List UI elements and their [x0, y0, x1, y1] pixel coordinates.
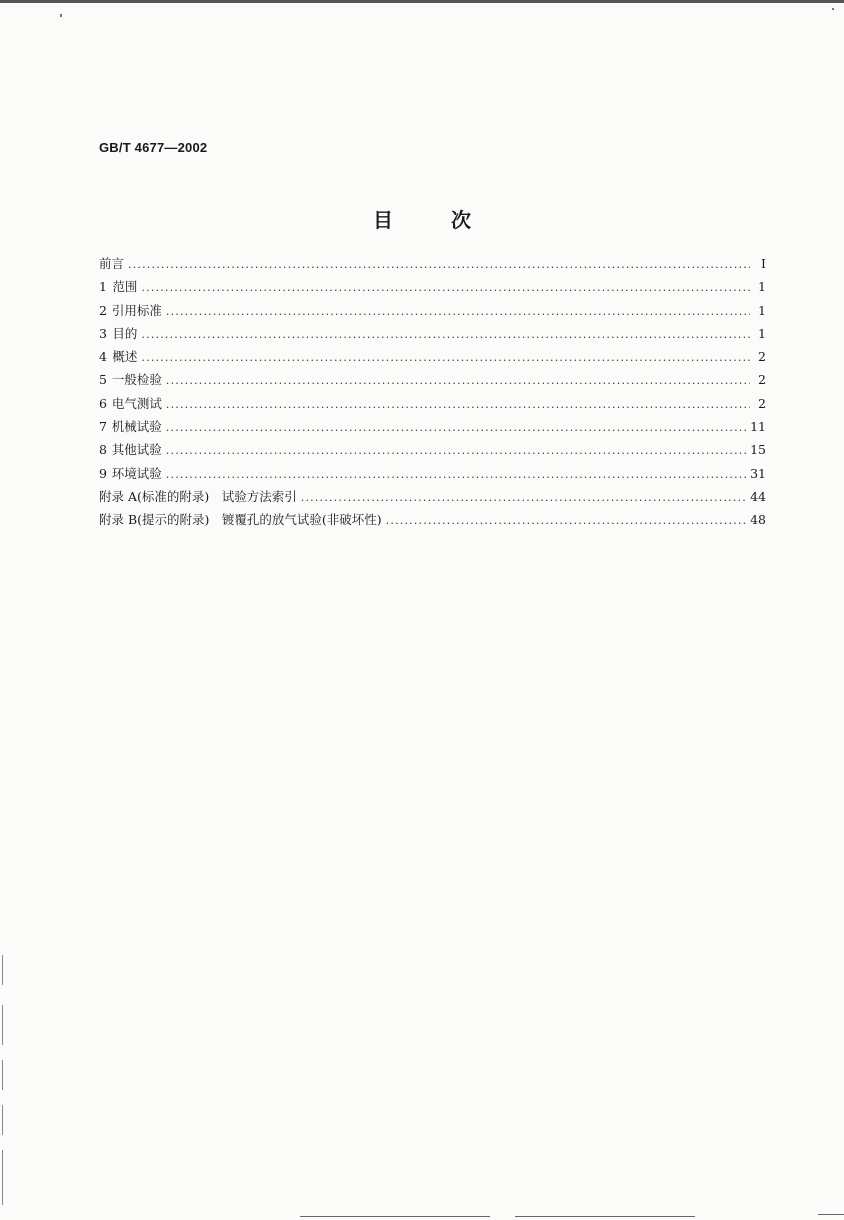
scan-top-border [0, 0, 844, 3]
toc-entry-appendix-b[interactable] [99, 510, 766, 533]
toc-entry-label: 附录 A(标准的附录) 试验方法索引 [99, 488, 297, 504]
toc-entry-page: 1 [758, 325, 766, 341]
toc-entry-label: 电气测试 [111, 395, 162, 411]
toc-entry-label: 环境试验 [111, 465, 162, 481]
scan-speck [60, 14, 62, 17]
toc-entry[interactable] [99, 417, 766, 440]
scan-bottom-mark [300, 1216, 490, 1217]
toc-entry-appendix-a[interactable] [99, 487, 766, 510]
toc-leader-dots [141, 328, 750, 341]
standard-code: GB/T 4677—2002 [99, 140, 208, 155]
toc-entry-page: 2 [758, 395, 766, 411]
toc-leader-dots [128, 258, 750, 271]
toc-entry[interactable] [99, 394, 766, 417]
toc-entry-label: 其他试验 [111, 442, 162, 458]
toc-entry-page: 44 [750, 488, 766, 504]
toc-entry-page: I [761, 256, 766, 271]
toc-entry-page: 31 [750, 465, 766, 481]
toc-leader-dots [141, 281, 750, 294]
toc-entry[interactable] [99, 440, 766, 463]
scan-edge-mark [2, 1005, 3, 1045]
scan-edge-mark [2, 1060, 3, 1090]
toc-entry-label: 范围 [112, 279, 138, 295]
toc-entry[interactable] [99, 254, 766, 277]
toc-entry-label: 概述 [112, 349, 138, 365]
toc-entry-label: 一般检验 [111, 372, 162, 388]
toc-leader-dots [141, 351, 750, 364]
toc-entry-page: 1 [758, 279, 766, 295]
scan-speck [832, 8, 834, 10]
toc-entry-number: 3 [99, 325, 107, 341]
toc-entry[interactable] [99, 347, 766, 370]
toc-leader-dots [166, 421, 746, 434]
toc-leader-dots [166, 305, 750, 318]
toc-entry-number: 1 [99, 279, 107, 295]
scan-edge-mark [2, 1150, 3, 1205]
scan-edge-mark [2, 955, 3, 985]
toc-entry-page: 15 [750, 442, 766, 458]
toc-entry-number: 8 [99, 442, 107, 458]
toc-entry[interactable] [99, 464, 766, 487]
toc-entry-number: 6 [99, 395, 107, 411]
toc-entry-label: 附录 B(提示的附录) 镀覆孔的放气试验(非破坏性) [99, 512, 382, 528]
toc-entry-number: 4 [99, 349, 107, 365]
toc-entry[interactable] [99, 301, 766, 324]
toc-entry-label: 机械试验 [111, 419, 162, 435]
scan-bottom-mark [818, 1214, 844, 1215]
toc-entry[interactable] [99, 324, 766, 347]
toc-leader-dots [386, 514, 746, 527]
toc-leader-dots [301, 491, 746, 504]
toc-entry-page: 1 [758, 302, 766, 318]
toc-entry[interactable] [99, 277, 766, 300]
toc-entry-label: 前言 [99, 256, 125, 271]
toc-entry-number: 7 [99, 419, 107, 435]
toc-entry-page: 2 [758, 349, 766, 365]
toc-leader-dots [166, 374, 750, 387]
toc-leader-dots [166, 468, 746, 481]
toc-entry-label: 引用标准 [111, 302, 162, 318]
toc-entry-page: 11 [750, 419, 766, 435]
toc-entry-page: 2 [758, 372, 766, 388]
toc-leader-dots [166, 444, 746, 457]
toc-title: 目次 [373, 208, 529, 232]
toc-entry-number: 5 [99, 372, 107, 388]
scan-edge-mark [2, 1105, 3, 1135]
table-of-contents [99, 254, 766, 534]
scan-bottom-mark [515, 1216, 695, 1217]
toc-entry-page: 48 [750, 512, 766, 528]
toc-entry-number: 9 [99, 465, 107, 481]
toc-leader-dots [166, 398, 750, 411]
toc-entry-number: 2 [99, 302, 107, 318]
toc-entry[interactable] [99, 370, 766, 393]
toc-entry-label: 目的 [112, 325, 138, 341]
